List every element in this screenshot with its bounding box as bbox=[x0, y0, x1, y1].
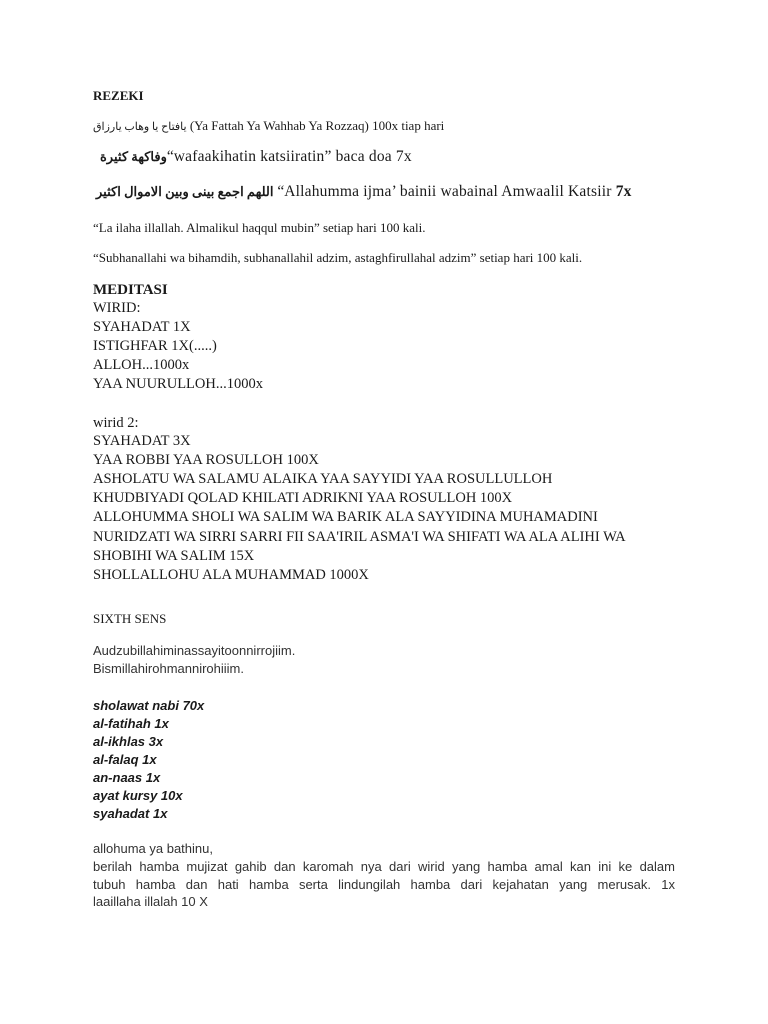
prayer-line: allohuma ya bathinu, bbox=[93, 841, 213, 856]
section-title-sixth-sens: SIXTH SENS bbox=[93, 611, 167, 626]
practice-item: al-fatihah 1x bbox=[93, 716, 169, 731]
wirid2-line: NURIDZATI WA SIRRI SARRI FII SAA'IRIL ASMA'I WA SHIFATI WA ALA ALIHI WA bbox=[93, 529, 626, 545]
section-title-rezeki: REZEKI bbox=[93, 88, 144, 103]
wirid2-line: KHUDBIYADI QOLAD KHILATI ADRIKNI YAA ROSULLOH 100X bbox=[93, 490, 513, 506]
wirid2-line: YAA ROBBI YAA ROSULLOH 100X bbox=[93, 452, 319, 468]
rezeki-line-2 bbox=[100, 149, 412, 165]
opening-line: Audzubillahiminassayitoonnirrojiim. bbox=[93, 643, 296, 658]
wirid2-line: SHOLLALLOHU ALA MUHAMMAD 1000X bbox=[93, 567, 369, 583]
arabic-text: اللهم اجمع بينى وبين الاموال اكثير bbox=[96, 184, 274, 199]
wirid2-line: ALLOHUMMA SHOLI WA SALIM WA BARIK ALA SAYYIDINA MUHAMADINI bbox=[93, 509, 598, 525]
prayer-line: berilah hamba mujizat gahib dan karomah nya dari wirid yang hamba amal kan ini ke dalam bbox=[93, 859, 675, 874]
wirid-line: WIRID: bbox=[93, 300, 141, 316]
wirid-line: ISTIGHFAR 1X(.....) bbox=[93, 338, 217, 354]
wirid2-line: SHOBIHI WA SALIM 15X bbox=[93, 548, 255, 564]
rezeki-line-3 bbox=[96, 184, 632, 200]
arabic-text: وفاكهة كثيرة bbox=[100, 149, 167, 164]
prayer-line: tubuh hamba dan hati hamba serta lindungilah hamba dari kejahatan yang merusak. 1x bbox=[93, 877, 675, 892]
opening-line: Bismillahirohmannirohiiim. bbox=[93, 661, 244, 676]
latin-text: “Allahumma ijma’ bainii wabainal Amwaalil Katsiir bbox=[273, 183, 616, 200]
section-title-meditasi: MEDITASI bbox=[93, 282, 168, 298]
wirid2-line: wirid 2: bbox=[93, 415, 139, 431]
rezeki-line-1 bbox=[93, 119, 444, 133]
rezeki-line-4: “La ilaha illallah. Almalikul haqqul mubin” setiap hari 100 kali. bbox=[93, 220, 426, 235]
practice-item: ayat kursy 10x bbox=[93, 788, 183, 803]
wirid-line: SYAHADAT 1X bbox=[93, 319, 191, 335]
practice-item: an-naas 1x bbox=[93, 770, 161, 785]
rezeki-line-5: “Subhanallahi wa bihamdih, subhanallahil adzim, astaghfirullahal adzim” setiap hari 100 kali. bbox=[93, 250, 583, 265]
wirid2-line: SYAHADAT 3X bbox=[93, 433, 191, 449]
latin-text: (Ya Fattah Ya Wahhab Ya Rozzaq) 100x tiap hari bbox=[189, 118, 445, 133]
count-text: 7x bbox=[615, 183, 632, 200]
practice-item: al-falaq 1x bbox=[93, 752, 157, 767]
practice-item: sholawat nabi 70x bbox=[93, 698, 205, 713]
prayer-line: laaillaha illalah 10 X bbox=[93, 894, 208, 909]
practice-item: al-ikhlas 3x bbox=[93, 734, 164, 749]
wirid-line: YAA NUURULLOH...1000x bbox=[93, 376, 263, 392]
wirid-line: ALLOH...1000x bbox=[93, 357, 190, 373]
arabic-text: يافتاح يا وهاب يارزاق bbox=[93, 121, 187, 133]
practice-item: syahadat 1x bbox=[93, 806, 168, 821]
wirid2-line: ASHOLATU WA SALAMU ALAIKA YAA SAYYIDI YAA ROSULLULLOH bbox=[93, 471, 553, 487]
latin-text: “wafaakihatin katsiiratin” baca doa 7x bbox=[166, 148, 412, 165]
